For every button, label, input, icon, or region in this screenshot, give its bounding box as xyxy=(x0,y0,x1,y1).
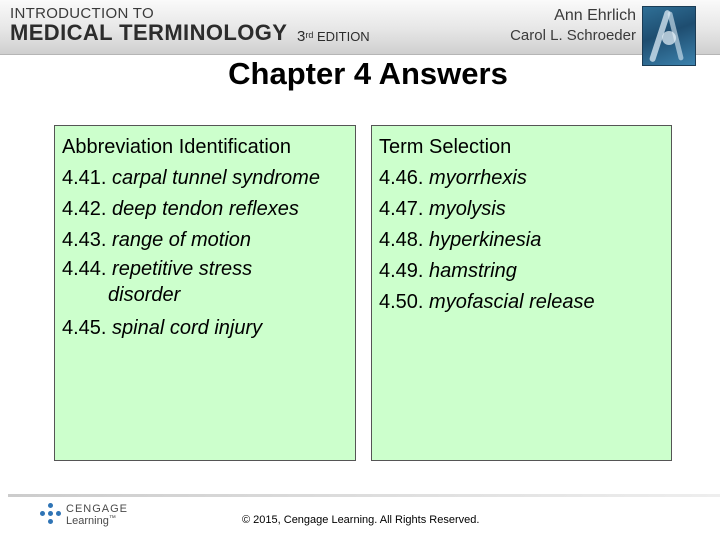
answer-number: 4.42. xyxy=(62,198,107,220)
term-selection-panel xyxy=(371,125,672,461)
answer-number: 4.47. xyxy=(379,198,424,220)
answer-term: carpal tunnel syndrome xyxy=(112,167,320,189)
abbreviation-identification-panel xyxy=(54,125,356,461)
cengage-logo-icon xyxy=(40,503,62,525)
answer-number: 4.50. xyxy=(379,291,424,313)
answer-term: myolysis xyxy=(429,198,506,220)
answer-number: 4.41. xyxy=(62,167,107,189)
book-title-line1: INTRODUCTION TO xyxy=(10,5,154,22)
answer-number: 4.48. xyxy=(379,229,424,251)
logo-trademark: ™ xyxy=(108,515,116,522)
answer-number: 4.43. xyxy=(62,229,107,251)
answer-term: myofascial release xyxy=(429,291,595,313)
answer-item xyxy=(379,256,671,287)
book-title-line2: MEDICAL TERMINOLOGY xyxy=(10,20,288,45)
answer-item xyxy=(62,163,355,194)
answer-term: spinal cord injury xyxy=(112,317,263,339)
answer-number: 4.49. xyxy=(379,260,424,282)
footer-divider xyxy=(8,494,720,497)
answer-term: range of motion xyxy=(112,229,252,251)
answer-number: 4.45. xyxy=(62,317,107,339)
answer-item xyxy=(62,313,355,344)
answer-item xyxy=(379,194,671,225)
answer-term: repetitive stress xyxy=(112,258,253,280)
logo-subtext-word: Learning xyxy=(66,515,109,527)
answer-item xyxy=(379,287,671,318)
panel-heading: Abbreviation Identification xyxy=(62,136,292,158)
author-1: Ann Ehrlich xyxy=(554,7,636,24)
copyright-notice: © 2015, Cengage Learning. All Rights Reserved. xyxy=(242,514,480,526)
slide-title: Chapter 4 Answers xyxy=(228,56,508,91)
panel-heading: Term Selection xyxy=(379,136,512,158)
answer-number: 4.46. xyxy=(379,167,424,189)
answer-term-continued: disorder xyxy=(108,284,181,306)
answer-term: hamstring xyxy=(429,260,517,282)
edition-text: EDITION xyxy=(313,29,370,44)
edition-number: 3 xyxy=(297,28,306,45)
logo-subtext xyxy=(66,515,116,527)
answer-item xyxy=(62,225,355,256)
answer-item xyxy=(62,256,355,313)
edition-label xyxy=(297,28,370,45)
author-2: Carol L. Schroeder xyxy=(510,27,636,44)
answer-term: hyperkinesia xyxy=(429,229,542,251)
answer-term: myorrhexis xyxy=(429,167,527,189)
cover-joint-shape xyxy=(662,31,676,45)
edition-suffix: rd xyxy=(305,30,314,40)
answer-item xyxy=(62,194,355,225)
header-banner xyxy=(0,0,720,55)
answer-item xyxy=(379,163,671,194)
answer-term: deep tendon reflexes xyxy=(112,198,299,220)
logo-wordmark: CENGAGE xyxy=(66,503,129,515)
answer-item xyxy=(379,225,671,256)
answer-number: 4.44. xyxy=(62,258,107,280)
